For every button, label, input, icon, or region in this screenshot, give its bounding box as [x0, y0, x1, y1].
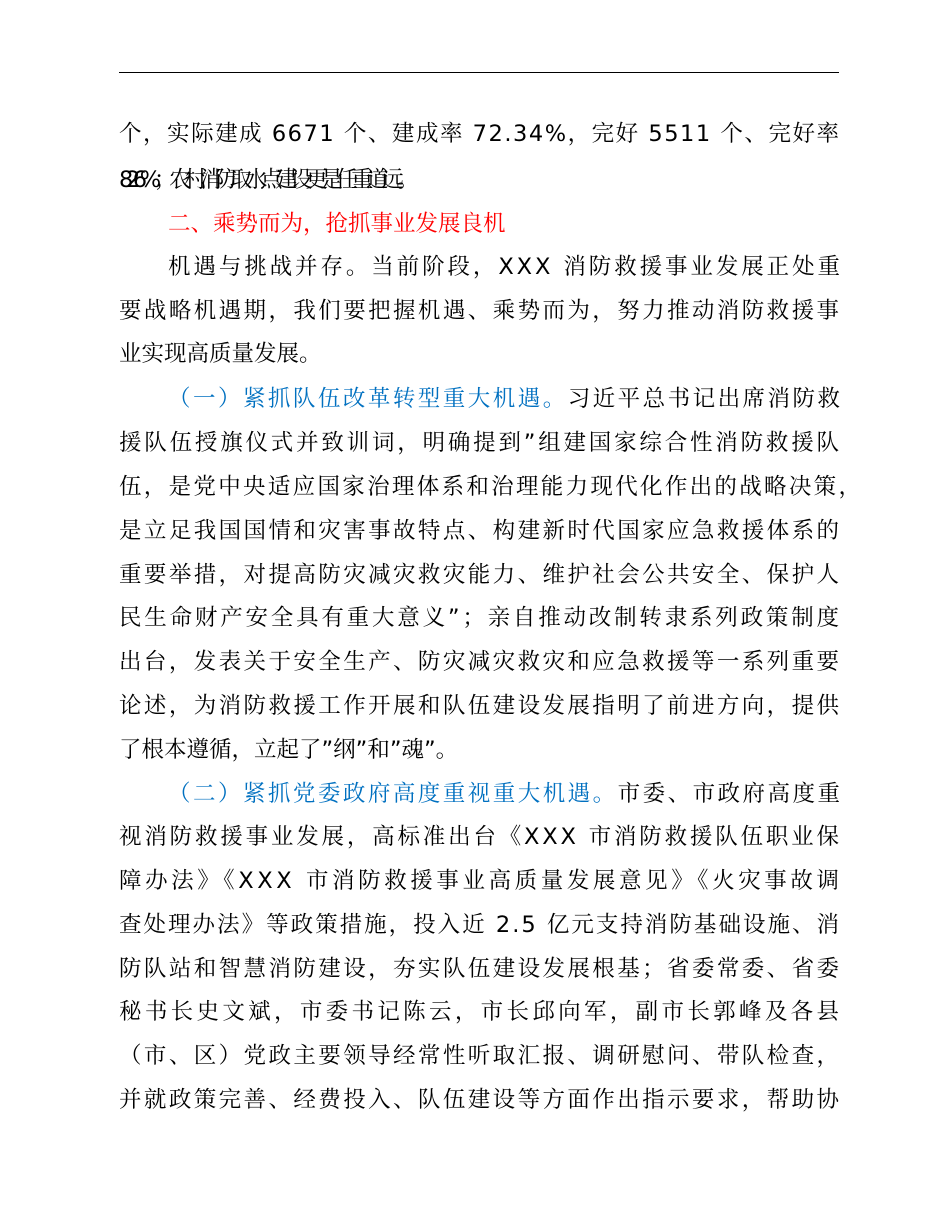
body-text: 视消防救援事业发展，高标准出台《XXX 市消防救援队伍职业保 — [119, 824, 842, 850]
text-line — [168, 779, 842, 809]
text-line — [119, 472, 863, 502]
header-rule — [119, 72, 839, 73]
text-line — [119, 997, 842, 1027]
body-text: 是立足我国国情和灾害事故特点、构建新时代国家应急救援体系的 — [119, 518, 842, 544]
section-heading: 二、乘势而为，抢抓事业发展良机 — [168, 211, 506, 237]
text-line — [119, 954, 841, 984]
body-text: 了根本遵循，立起了”纲”和”魂”。 — [119, 737, 459, 763]
text-line — [119, 866, 843, 896]
body-text: 市委、市政府高度重 — [617, 781, 843, 807]
text-line — [119, 822, 842, 852]
text-line — [168, 384, 842, 414]
subsection-heading: （一）紧抓队伍改革转型重大机遇。 — [168, 386, 568, 412]
body-text: 出台，发表关于安全生产、防灾减灾救灾和应急救援等一系列重要 — [119, 649, 842, 675]
text-line — [119, 691, 841, 721]
text-line — [119, 165, 412, 195]
body-text: 82.6%；农村消防取水点建设更是任重道远。 — [119, 167, 412, 193]
body-text: 论述，为消防救援工作开展和队伍建设发展指明了前进方向，提供 — [119, 693, 842, 719]
text-line — [119, 428, 842, 458]
text-line — [168, 252, 843, 282]
body-text: 业实现高质量发展。 — [119, 341, 322, 367]
body-text: 重要举措，对提高防灾减灾救灾能力、维护社会公共安全、保护人 — [119, 562, 842, 588]
body-text: 伍，是党中央适应国家治理体系和治理能力现代化作出的战略决策， — [119, 474, 864, 500]
body-text: 并就政策完善、经费投入、队伍建设等方面作出指示要求，帮助协 — [119, 1087, 842, 1113]
text-line — [119, 1041, 841, 1071]
body-text: 习近平总书记出席消防救 — [567, 386, 843, 412]
body-text: 查处理办法》等政策措施，投入近 2.5 亿元支持消防基础设施、消 — [119, 912, 842, 938]
text-line — [119, 119, 841, 149]
text-line — [119, 516, 841, 546]
text-line — [119, 296, 841, 326]
body-text: 机遇与挑战并存。当前阶段，XXX 消防救援事业发展正处重 — [168, 254, 843, 280]
text-line — [119, 339, 322, 369]
body-text: 民生命财产安全具有重大意义”；亲自推动改制转隶系列政策制度 — [119, 605, 842, 631]
text-line — [168, 209, 506, 239]
body-text: 秘书长史文斌，市委书记陈云，市长邱向军，副市长郭峰及各县 — [119, 999, 843, 1025]
subsection-heading: （二）紧抓党委政府高度重视重大机遇。 — [168, 781, 618, 807]
text-line — [119, 1085, 841, 1115]
body-text: 障办法》《XXX 市消防救援事业高质量发展意见》《火灾事故调 — [119, 868, 843, 894]
body-text: 个，实际建成 6671 个、建成率 72.34%，完好 5511 个、完好率 — [119, 121, 841, 147]
body-text: 要战略机遇期，我们要把握机遇、乘势而为，努力推动消防救援事 — [119, 298, 842, 324]
text-line — [119, 560, 841, 590]
text-line — [119, 647, 841, 677]
text-line — [119, 910, 841, 940]
text-line — [119, 603, 842, 633]
body-text: 防队站和智慧消防建设，夯实队伍建设发展根基；省委常委、省委 — [119, 956, 842, 982]
text-line — [119, 735, 458, 765]
body-text: 援队伍授旗仪式并致训词，明确提到”组建国家综合性消防救援队 — [119, 430, 842, 456]
body-text: （市、区）党政主要领导经常性听取汇报、调研慰问、带队检查， — [119, 1043, 842, 1069]
